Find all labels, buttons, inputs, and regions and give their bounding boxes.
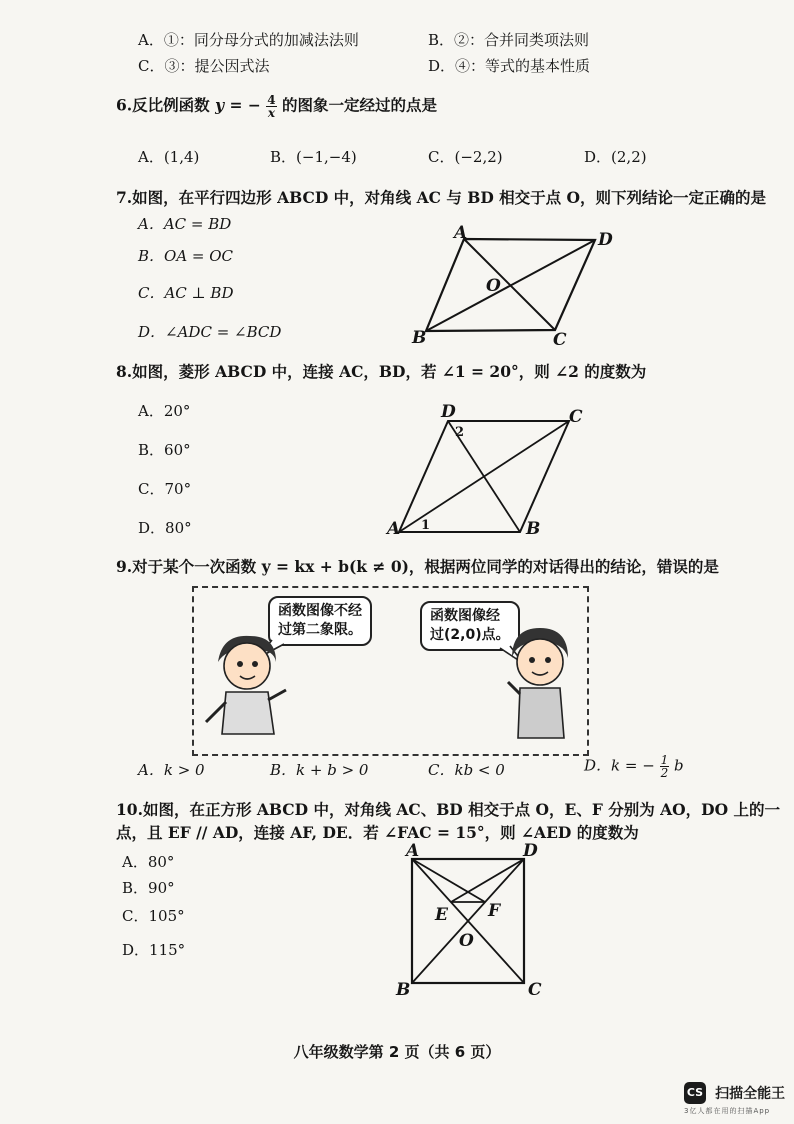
q6-stem-prefix: 6.反比例函数 — [116, 95, 210, 115]
q7-label-d: D — [598, 230, 613, 250]
q10-option-a: A．80° — [122, 853, 175, 871]
q8-option-b: B．60° — [138, 441, 191, 459]
q6-stem-suffix: 的图象一定经过的点是 — [282, 95, 438, 115]
q10-stem-line2: 点，且 EF // AD，连接 AF, DE．若 ∠FAC = 15°，则 ∠AED 的度数为 — [116, 823, 639, 842]
q8-label-d: D — [441, 402, 456, 422]
q7-label-a: A — [454, 223, 468, 243]
q5-option-c: C．③：提公因式法 — [138, 57, 270, 75]
q10-label-e: E — [435, 905, 448, 925]
boy-left-icon — [200, 630, 290, 742]
q9-option-a: A．k > 0 — [138, 761, 205, 779]
q9-bubble-left: 函数图像不经 过第二象限。 — [268, 596, 372, 646]
q6-fraction-den: x — [267, 106, 276, 120]
scanner-tagline: 3亿人都在用的扫描App — [684, 1107, 771, 1115]
q5-option-b: B．②：合并同类项法则 — [428, 31, 590, 49]
q5-option-d: D．④：等式的基本性质 — [428, 57, 591, 75]
q7-option-c: C．AC ⊥ BD — [138, 284, 234, 302]
q9-bubble-right: 函数图像经 过(2,0)点。 — [420, 601, 520, 651]
q9-option-b: B．k + b > 0 — [270, 761, 369, 779]
q9-option-d-suffix: b — [674, 756, 684, 775]
q6-option-d: D．(2,2) — [584, 148, 647, 166]
boy-right-icon — [498, 622, 578, 742]
q5-option-a: A．①：同分母分式的加减法法则 — [138, 31, 359, 49]
q10-segment-de — [451, 859, 524, 902]
q6-function: y = − — [215, 95, 261, 115]
q9-option-d-fraction — [660, 754, 670, 779]
q10-stem-line1: 10.如图，在正方形 ABCD 中，对角线 AC、BD 相交于点 O，E、F 分别为 AO，DO 上的一 — [116, 800, 781, 819]
q10-label-b: B — [396, 980, 411, 1000]
q6-option-a: A．(1,4) — [138, 148, 200, 166]
scanner-name: 扫描全能王 — [715, 1086, 786, 1102]
q8-stem: 8.如图，菱形 ABCD 中，连接 AC，BD，若 ∠1 = 20°，则 ∠2 的度数为 — [116, 362, 647, 381]
q9-option-d-den: 2 — [660, 766, 669, 780]
q9-stem: 9.对于某个一次函数 y = kx + b(k ≠ 0)，根据两位同学的对话得出的结论，错误的是 — [116, 557, 719, 576]
q10-label-o: O — [459, 931, 474, 951]
q7-option-a: A．AC = BD — [138, 215, 232, 233]
q8-angle-2: 2 — [455, 425, 465, 440]
q10-label-f: F — [488, 901, 501, 921]
q9-option-d-prefix: D．k = − — [584, 756, 655, 775]
scanner-watermark — [684, 1082, 785, 1116]
q7-option-b: B．OA = OC — [138, 247, 234, 265]
q6-fraction-num: 4 — [267, 93, 276, 107]
q7-option-d: D．∠ADC = ∠BCD — [138, 323, 282, 341]
page-footer: 八年级数学第 2 页（共 6 页） — [293, 1043, 501, 1061]
q8-option-d: D．80° — [138, 519, 192, 537]
q8-label-c: C — [569, 407, 583, 427]
q10-option-c: C．105° — [122, 907, 185, 925]
q7-label-c: C — [553, 330, 567, 350]
q9-option-d — [584, 754, 684, 779]
q9-option-c: C．kb < 0 — [428, 761, 505, 779]
scanner-logo-icon: CS — [684, 1082, 706, 1104]
q10-label-c: C — [528, 980, 542, 1000]
q10-option-d: D．115° — [122, 941, 186, 959]
q7-stem: 7.如图，在平行四边形 ABCD 中，对角线 AC 与 BD 相交于点 O，则下列结论一定正确的是 — [116, 188, 767, 207]
q8-option-c: C．70° — [138, 480, 192, 498]
q9-option-d-num: 1 — [660, 753, 669, 767]
q7-label-b: B — [412, 328, 427, 348]
q10-option-b: B．90° — [122, 879, 175, 897]
q7-label-o: O — [486, 276, 501, 296]
q8-label-a: A — [387, 519, 401, 539]
q8-angle-1: 1 — [421, 518, 431, 533]
q10-segment-af — [412, 859, 485, 902]
q6-option-b: B．(−1,−4) — [270, 148, 357, 166]
q10-label-a: A — [406, 841, 420, 861]
q8-label-b: B — [526, 519, 541, 539]
q10-label-d: D — [523, 841, 538, 861]
q6-option-c: C．(−2,2) — [428, 148, 503, 166]
q8-option-a: A．20° — [138, 402, 191, 420]
q10-square-figure — [395, 842, 555, 1000]
